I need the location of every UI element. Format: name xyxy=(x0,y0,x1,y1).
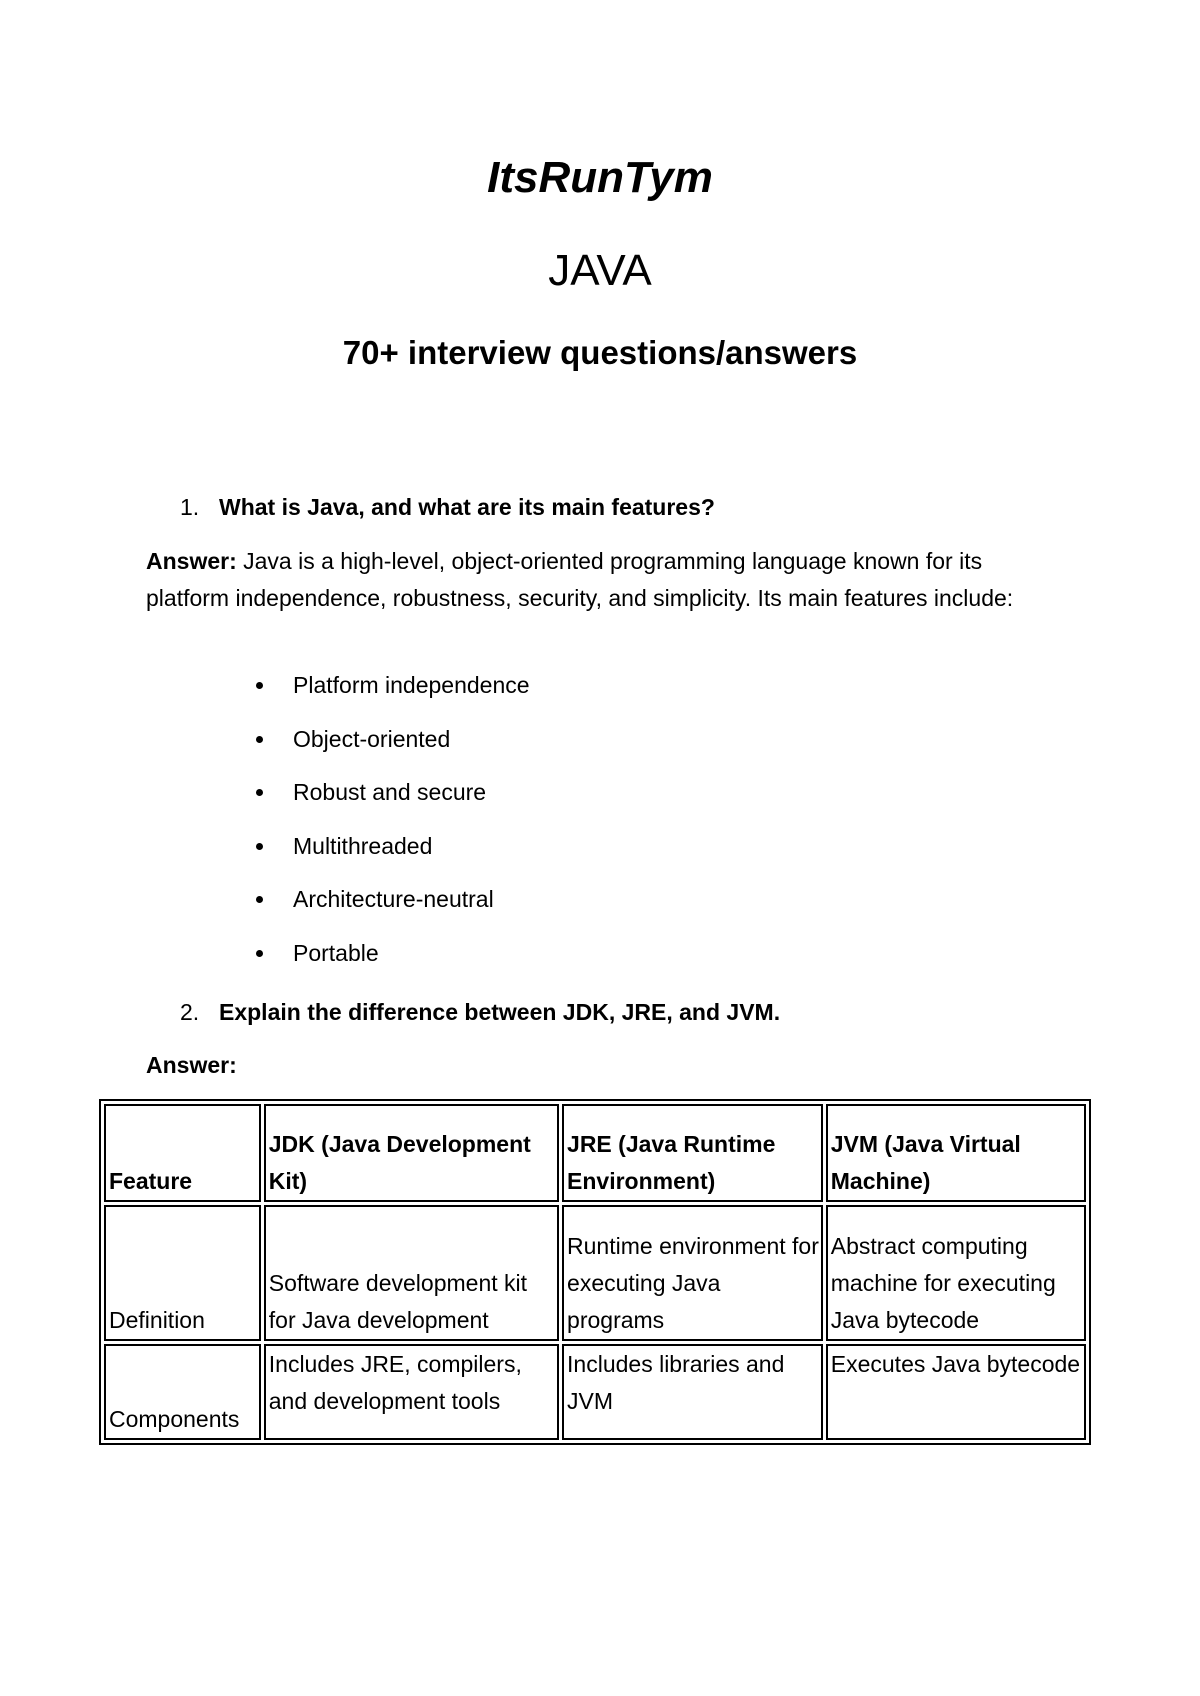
table-header-cell: JDK (Java Development Kit) xyxy=(264,1104,559,1202)
list-item-text: Platform independence xyxy=(293,672,530,698)
bullet-icon xyxy=(256,682,263,689)
table-cell: Abstract computing machine for executing Java bytecode xyxy=(826,1205,1086,1341)
answer-1 xyxy=(146,543,1066,617)
table-cell: Runtime environment for executing Java programs xyxy=(562,1205,823,1341)
table-cell: Includes JRE, compilers, and development tools xyxy=(264,1344,559,1440)
question-number: 2. xyxy=(180,999,200,1025)
table-header-cell: Feature xyxy=(104,1104,261,1202)
list-item-text: Robust and secure xyxy=(293,779,487,806)
table-cell: Executes Java bytecode xyxy=(826,1344,1086,1440)
table-row xyxy=(104,1205,1086,1341)
answer-text: Java is a high-level, object-oriented programming language known for its platform independence, robustness, security, and simplicity. Its main features include: xyxy=(146,548,1014,611)
comparison-table xyxy=(99,1099,1091,1445)
table-cell: Definition xyxy=(104,1205,261,1341)
list-item xyxy=(250,724,530,778)
list-item-text: Multithreaded xyxy=(293,832,433,859)
list-item xyxy=(250,831,530,885)
table-row xyxy=(104,1344,1086,1440)
table-cell: Components xyxy=(104,1344,261,1440)
table-header-cell: JRE (Java Runtime Environment) xyxy=(562,1104,823,1202)
list-item-text: Object-oriented xyxy=(293,725,451,752)
table-cell: Includes libraries and JVM xyxy=(562,1344,823,1440)
bullet-icon xyxy=(256,950,263,957)
bullet-icon xyxy=(256,736,263,743)
bullet-icon xyxy=(256,789,263,796)
question-text: What is Java, and what are its main features? xyxy=(219,494,715,520)
bullet-icon xyxy=(256,843,263,850)
list-item xyxy=(250,938,530,992)
bullet-icon xyxy=(256,896,263,903)
question-text: Explain the difference between JDK, JRE, and JVM. xyxy=(219,999,781,1025)
table-header-row xyxy=(104,1104,1086,1202)
table-cell: Software development kit for Java development xyxy=(264,1205,559,1341)
list-item xyxy=(250,670,530,724)
answer-2 xyxy=(146,1047,1066,1084)
document-subject: JAVA xyxy=(548,246,652,295)
question-number: 1. xyxy=(180,494,200,520)
feature-list xyxy=(250,670,530,992)
list-item xyxy=(250,884,530,938)
table-header-cell: JVM (Java Virtual Machine) xyxy=(826,1104,1086,1202)
document-subtitle: 70+ interview questions/answers xyxy=(342,334,858,371)
answer-label: Answer: xyxy=(146,548,237,574)
answer-label: Answer: xyxy=(146,1052,237,1078)
list-item-text: Architecture-neutral xyxy=(293,886,494,913)
document-title: ItsRunTym xyxy=(487,153,713,202)
list-item-text: Portable xyxy=(293,939,379,966)
list-item xyxy=(250,777,530,831)
